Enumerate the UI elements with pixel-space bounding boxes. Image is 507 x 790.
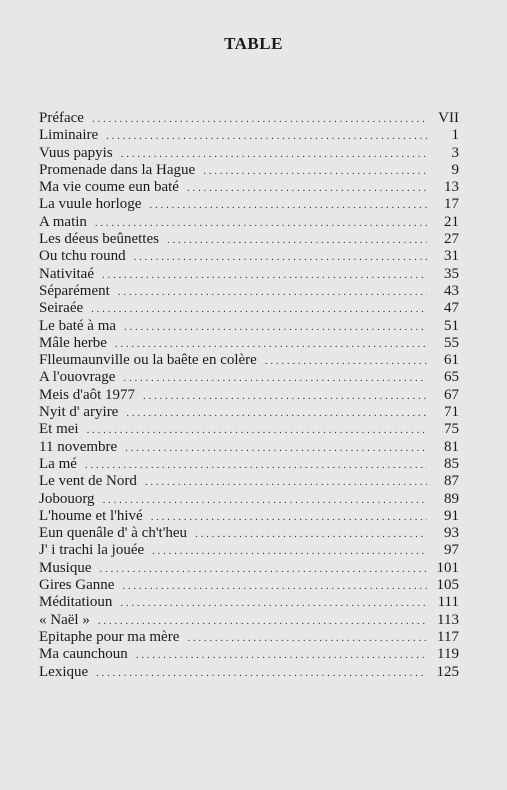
toc-entry [39,369,459,386]
toc-entry-page: 89 [444,490,459,507]
toc-entry-title: Nyit d' aryire [39,404,119,421]
dot-leader [203,163,427,180]
toc-entry [39,664,459,681]
toc-entry [39,283,459,300]
dot-leader [167,232,427,249]
toc-entry [39,110,459,127]
dot-leader [122,578,427,595]
toc-entry [39,387,459,404]
toc-entry [39,248,459,265]
toc-entry-title: Préface [39,110,84,126]
toc-entry [39,491,459,508]
toc-entry-page: 105 [436,577,459,594]
dot-leader [152,543,427,560]
toc-entry-page: 67 [444,386,459,403]
toc-entry [39,145,459,162]
dot-leader [151,509,427,526]
toc-entry-title: Eun quenâle d' à ch't'heu [39,525,188,542]
toc-entry [39,456,459,473]
toc-entry-page: 13 [444,179,459,196]
toc-entry-title: Musique [39,559,92,576]
toc-entry-title: Gires Ganne [39,577,115,594]
dot-leader [195,526,427,543]
toc-entry [39,439,459,456]
dot-leader [125,440,427,457]
toc-entry-title: Nativitaé [39,265,94,282]
toc-entry-page: 47 [444,300,459,317]
toc-entry [39,352,459,369]
dot-leader [143,388,427,405]
toc-entry-page: 111 [437,594,459,611]
dot-leader [102,267,427,284]
toc-entry-page: 87 [444,473,459,490]
toc-entry [39,508,459,525]
toc-entry-page: 17 [444,196,459,213]
table-of-contents [39,110,459,681]
page-title: TABLE [224,34,283,53]
toc-entry [39,594,459,611]
toc-entry-title: A matin [39,213,87,230]
toc-entry-page: 117 [437,628,459,645]
dot-leader [265,353,427,370]
toc-entry-page: 35 [444,265,459,282]
toc-entry-page: 61 [444,352,459,369]
toc-entry [39,162,459,179]
toc-entry-title: Les déeus beûnettes [39,231,159,248]
dot-leader [149,197,427,214]
toc-entry [39,421,459,438]
toc-entry [39,525,459,542]
dot-leader [100,561,428,578]
toc-entry-title: Flleumaunville ou la baête en colère [39,352,257,369]
toc-entry-title: La vuule horloge [39,196,142,213]
toc-entry-title: Lexique [39,663,89,680]
toc-entry-title: Seiraée [39,300,84,317]
toc-entry-title: J' i trachi la jouée [39,542,145,559]
toc-entry-page: 125 [436,663,459,680]
toc-entry-title: Epitaphe pour ma mère [39,628,180,645]
toc-entry-title: Meis d'aôt 1977 [39,386,136,403]
toc-entry-title: L'houme et l'hivé [39,507,143,524]
toc-entry [39,179,459,196]
toc-entry-title: Méditatioun [39,594,113,611]
toc-entry-title: « Naël » [39,611,90,628]
dot-leader [92,111,427,128]
toc-entry-title: Et mei [39,421,79,438]
toc-entry [39,318,459,335]
dot-leader [115,336,427,353]
toc-entry-title: A l'ouovrage [39,369,116,386]
toc-entry-page: 119 [437,646,459,663]
toc-entry [39,266,459,283]
dot-leader [118,284,427,301]
toc-entry [39,629,459,646]
toc-entry-title: Liminaire [39,127,99,144]
toc-entry-title: Séparément [39,282,110,299]
toc-entry-page: 3 [451,144,459,161]
toc-entry-title: Promenade dans la Hague [39,161,196,178]
toc-entry [39,300,459,317]
toc-entry-title: 11 novembre [39,438,118,455]
dot-leader [136,647,427,664]
toc-entry [39,646,459,663]
toc-entry-page: 81 [444,438,459,455]
toc-entry-title: Mâle herbe [39,334,107,351]
toc-entry-page: 75 [444,421,459,438]
toc-entry [39,560,459,577]
dot-leader [145,474,427,491]
toc-entry-page: 9 [451,161,459,178]
toc-entry-page: 93 [444,525,459,542]
toc-entry [39,214,459,231]
dot-leader [95,215,427,232]
dot-leader [134,249,427,266]
toc-entry-page: 113 [437,611,459,628]
toc-entry-title: La mé [39,455,77,472]
dot-leader [106,128,427,145]
dot-leader [120,595,427,612]
dot-leader [124,319,427,336]
toc-entry [39,612,459,629]
dot-leader [103,492,427,509]
toc-entry-page: 27 [444,231,459,248]
toc-entry [39,404,459,421]
toc-entry [39,473,459,490]
toc-entry [39,231,459,248]
dot-leader [121,146,427,163]
toc-entry-page: 101 [436,559,459,576]
toc-entry-page: 97 [444,542,459,559]
dot-leader [87,422,427,439]
toc-entry-page: 65 [444,369,459,386]
toc-entry [39,577,459,594]
dot-leader [96,665,427,682]
toc-entry-title: Ma vie coume eun baté [39,179,179,196]
dot-leader [187,180,427,197]
toc-entry-page: 91 [444,507,459,524]
toc-entry [39,127,459,144]
toc-entry-page: 51 [444,317,459,334]
toc-entry [39,335,459,352]
toc-entry-page: 1 [451,127,459,144]
toc-entry-title: Ma caunchoun [39,646,128,663]
toc-entry-page: 71 [444,404,459,421]
toc-entry-page: 43 [444,282,459,299]
toc-entry-title: Vuus papyis [39,144,113,161]
toc-entry [39,196,459,213]
toc-entry-page: 55 [444,334,459,351]
toc-entry-title: Ou tchu round [39,248,126,265]
toc-entry-page: VII [438,110,459,126]
toc-entry-title: Le vent de Nord [39,473,137,490]
toc-entry-page: 31 [444,248,459,265]
toc-entry-title: Le baté à ma [39,317,117,334]
dot-leader [126,405,427,422]
toc-entry-page: 21 [444,213,459,230]
dot-leader [123,370,427,387]
dot-leader [98,613,427,630]
toc-entry-title: Jobouorg [39,490,95,507]
dot-leader [91,301,427,318]
toc-entry [39,542,459,559]
dot-leader [85,457,427,474]
dot-leader [187,630,427,647]
toc-entry-page: 85 [444,455,459,472]
